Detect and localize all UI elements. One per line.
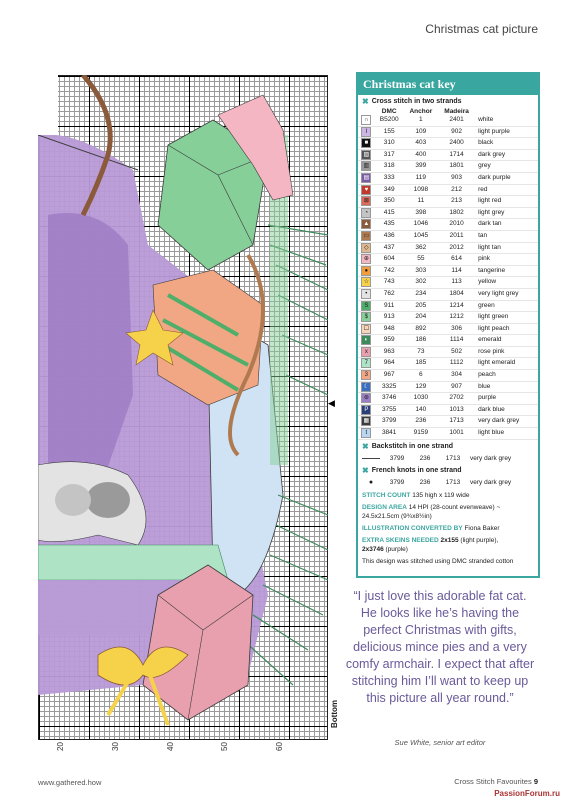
madeira-code: 113 (438, 277, 475, 289)
dmc-code: 317 (375, 149, 404, 161)
key-row (358, 428, 538, 440)
editor-quote: “I just love this adorable fat cat. He looks like he’s having the perfect Christmas with gifts, delicious mince pies and a very comfy armchair. I expect that after stitching him I’ll want to keep up this picture all year round.” (345, 589, 535, 705)
thread-name: purple (475, 393, 538, 405)
thread-name: very light grey (475, 288, 538, 300)
dmc-code: 3755 (375, 404, 404, 416)
thread-name: pink (475, 254, 538, 266)
key-row (358, 381, 538, 393)
madeira-code: 114 (438, 265, 475, 277)
anchor-code: 1046 (404, 219, 438, 231)
stitching-note: This design was stitched using DMC stranded cotton (362, 557, 514, 565)
key-row (358, 161, 538, 173)
anchor-code: 403 (404, 138, 438, 150)
anchor-code: 119 (404, 172, 438, 184)
dmc-code: 604 (375, 254, 404, 266)
dmc-code: 155 (375, 126, 404, 138)
madeira-code: 903 (438, 172, 475, 184)
stitch-count: STITCH COUNT 135 high x 119 wide (362, 491, 470, 499)
symbol-swatch: ☾ (358, 381, 375, 393)
symbol-swatch: ◇ (358, 242, 375, 254)
dmc-code: 959 (375, 335, 404, 347)
madeira-code: 2702 (438, 393, 475, 405)
backstitch-row (358, 453, 538, 464)
anchor-code: 185 (404, 358, 438, 370)
thread-name: light grey (475, 207, 538, 219)
dmc-code: 913 (375, 312, 404, 324)
dmc-code: 350 (375, 196, 404, 208)
dmc-code: 310 (375, 138, 404, 150)
thread-name: light green (475, 312, 538, 324)
symbol-swatch: x (358, 346, 375, 358)
dmc-code: 762 (375, 288, 404, 300)
key-row (358, 230, 538, 242)
thread-name: white (475, 115, 538, 126)
madeira-code: 2012 (438, 242, 475, 254)
anchor-code: 6 (404, 370, 438, 382)
section-label: Cross stitch in two strands (371, 98, 462, 105)
dmc-code: 3841 (375, 428, 404, 440)
symbol-swatch: ■ (358, 138, 375, 150)
symbol-swatch: ● (358, 265, 375, 277)
dmc-code: 743 (375, 277, 404, 289)
madeira-code: 306 (438, 323, 475, 335)
thread-name: tan (475, 230, 538, 242)
madeira-code: 1801 (438, 161, 475, 173)
key-row (358, 416, 538, 428)
dmc-code: 3746 (375, 393, 404, 405)
axis-number: 40 (165, 742, 175, 751)
key-row (358, 393, 538, 405)
thread-name: light purple (475, 126, 538, 138)
dmc-code: 964 (375, 358, 404, 370)
dmc-code: 3799 (375, 416, 404, 428)
dmc-code: 963 (375, 346, 404, 358)
anchor-code: 73 (404, 346, 438, 358)
dmc-code: 318 (375, 161, 404, 173)
key-row (358, 323, 538, 335)
key-row (358, 404, 538, 416)
madeira-code: 2401 (438, 115, 475, 126)
anchor-code: 1045 (404, 230, 438, 242)
key-row (358, 265, 538, 277)
key-row (358, 312, 538, 324)
axis-number: 50 (219, 742, 229, 751)
anchor-code: 205 (404, 300, 438, 312)
key-row (358, 277, 538, 289)
col-madeira: Madeira (444, 108, 469, 115)
dmc-code: 967 (375, 370, 404, 382)
madeira-code: 907 (438, 381, 475, 393)
anchor-code: 140 (404, 404, 438, 416)
design-area: DESIGN AREA 14 HPI (28-count evenweave) ~ 24.5x21.5cm (9¾x8½in) (362, 503, 501, 520)
madeira-code: 1804 (438, 288, 475, 300)
anchor-code: 302 (404, 277, 438, 289)
madeira-code: 1112 (438, 358, 475, 370)
thread-name: rose pink (475, 346, 538, 358)
symbol-swatch: ◔ (358, 207, 375, 219)
key-row (358, 370, 538, 382)
key-row (358, 115, 538, 126)
anchor-code: 11 (404, 196, 438, 208)
anchor-code: 1 (404, 115, 438, 126)
watermark: PassionForum.ru (494, 789, 560, 798)
dmc-code: 742 (375, 265, 404, 277)
french-knot-dot-icon: ● (368, 478, 374, 486)
symbol-swatch: S (358, 300, 375, 312)
cross-icon: ✖ (362, 441, 369, 451)
cross-stitch-section-heading (358, 95, 538, 108)
dmc-code: 3799 (389, 478, 405, 486)
dmc-code: 948 (375, 323, 404, 335)
dmc-code: 349 (375, 184, 404, 196)
col-anchor: Anchor (409, 108, 433, 115)
thread-name: red (475, 184, 538, 196)
symbol-swatch: 3 (358, 370, 375, 382)
anchor-code: 55 (404, 254, 438, 266)
center-arrow: ◀ (328, 398, 335, 408)
thread-name: light peach (475, 323, 538, 335)
key-row (358, 196, 538, 208)
footer-publication (454, 777, 538, 786)
key-row (358, 149, 538, 161)
key-row (358, 219, 538, 231)
cross-icon: ✖ (362, 465, 369, 475)
thread-name: emerald (475, 335, 538, 347)
anchor-code: 204 (404, 312, 438, 324)
madeira-code: 212 (438, 184, 475, 196)
anchor-code: 1098 (404, 184, 438, 196)
madeira-code: 1013 (438, 404, 475, 416)
thread-name: blue (475, 381, 538, 393)
key-row (358, 172, 538, 184)
madeira-code: 1802 (438, 207, 475, 219)
symbol-swatch: ⊠ (358, 196, 375, 208)
dmc-code: 333 (375, 172, 404, 184)
anchor-code: 109 (404, 126, 438, 138)
symbol-swatch: ∩ (358, 115, 375, 126)
symbol-swatch: ▦ (358, 416, 375, 428)
col-dmc: DMC (381, 108, 397, 115)
symbol-swatch: ▤ (358, 172, 375, 184)
symbol-swatch: t (358, 428, 375, 440)
thread-name: peach (475, 370, 538, 382)
backstitch-section-heading (358, 440, 538, 453)
symbol-swatch: I (358, 126, 375, 138)
symbol-swatch: • (358, 288, 375, 300)
madeira-code: 2400 (438, 138, 475, 150)
anchor-code: 9159 (404, 428, 438, 440)
key-row (358, 207, 538, 219)
symbol-swatch: ▲ (358, 219, 375, 231)
thread-name: light red (475, 196, 538, 208)
french-knot-row (358, 477, 538, 488)
symbol-swatch: ▭ (358, 230, 375, 242)
madeira-code: 1713 (438, 416, 475, 428)
symbol-swatch: ⊛ (358, 393, 375, 405)
anchor-code: 186 (404, 335, 438, 347)
chart-artwork (38, 75, 328, 740)
madeira-code: 304 (438, 370, 475, 382)
key-table (358, 108, 538, 440)
section-label: French knots in one strand (371, 466, 462, 474)
key-row (358, 335, 538, 347)
axis-number: 30 (110, 742, 120, 751)
section-label: Backstitch in one strand (371, 442, 453, 450)
thread-name: dark grey (475, 149, 538, 161)
key-row (358, 138, 538, 150)
dmc-code: 415 (375, 207, 404, 219)
anchor-code: 398 (404, 207, 438, 219)
madeira-code: 213 (438, 196, 475, 208)
dmc-code: 436 (375, 230, 404, 242)
key-row (358, 358, 538, 370)
thread-name: very dark grey (475, 416, 538, 428)
madeira-code: 1212 (438, 312, 475, 324)
backstitch-line-icon (362, 458, 380, 459)
anchor-code: 399 (404, 161, 438, 173)
thread-name: very dark grey (470, 454, 512, 462)
dmc-code: 3325 (375, 381, 404, 393)
anchor-code: 892 (404, 323, 438, 335)
madeira-code: 1713 (445, 478, 461, 486)
thread-name: dark tan (475, 219, 538, 231)
key-row (358, 254, 538, 266)
symbol-swatch: ▥ (358, 161, 375, 173)
key-panel (356, 72, 540, 578)
thread-name: tangerine (475, 265, 538, 277)
anchor-code: 236 (419, 454, 431, 462)
axis-number: 60 (274, 742, 284, 751)
symbol-swatch: $ (358, 312, 375, 324)
axis-number: 20 (55, 742, 65, 751)
anchor-code: 236 (404, 416, 438, 428)
madeira-code: 1214 (438, 300, 475, 312)
thread-name: black (475, 138, 538, 150)
extra-skeins: EXTRA SKEINS NEEDED 2x155 (light purple), 2x3746 (purple) (362, 536, 499, 553)
madeira-code: 1001 (438, 428, 475, 440)
french-knot-section-heading (358, 464, 538, 477)
chart-bottom-label: Bottom (330, 700, 339, 728)
symbol-swatch: 7 (358, 358, 375, 370)
thread-name: light tan (475, 242, 538, 254)
key-row (358, 242, 538, 254)
thread-name: light emerald (475, 358, 538, 370)
madeira-code: 1114 (438, 335, 475, 347)
key-row (358, 346, 538, 358)
thread-name: dark blue (475, 404, 538, 416)
symbol-swatch: P (358, 404, 375, 416)
anchor-code: 362 (404, 242, 438, 254)
key-row (358, 300, 538, 312)
key-row (358, 184, 538, 196)
symbol-swatch: ▨ (358, 149, 375, 161)
publication-name: Cross Stitch Favourites (454, 777, 532, 786)
symbol-swatch: ☐ (358, 323, 375, 335)
madeira-code: 2011 (438, 230, 475, 242)
page-number: 9 (533, 777, 538, 786)
thread-name: very dark grey (470, 478, 512, 486)
dmc-code: B5200 (375, 115, 404, 126)
cross-stitch-chart (38, 75, 328, 740)
anchor-code: 234 (404, 288, 438, 300)
anchor-code: 129 (404, 381, 438, 393)
dmc-code: 437 (375, 242, 404, 254)
anchor-code: 303 (404, 265, 438, 277)
dmc-code: 911 (375, 300, 404, 312)
illustration-credit: ILLUSTRATION CONVERTED BY Fiona Baker (362, 524, 500, 532)
cross-icon: ✖ (362, 97, 369, 106)
footer-website[interactable]: www.gathered.how (38, 778, 102, 787)
key-title: Christmas cat key (358, 74, 538, 95)
symbol-swatch: ⊕ (358, 254, 375, 266)
symbol-swatch: ☆ (358, 277, 375, 289)
madeira-code: 502 (438, 346, 475, 358)
thread-name: yellow (475, 277, 538, 289)
thread-name: dark purple (475, 172, 538, 184)
key-row (358, 288, 538, 300)
thread-name: grey (475, 161, 538, 173)
madeira-code: 2010 (438, 219, 475, 231)
madeira-code: 902 (438, 126, 475, 138)
page-title: Christmas cat picture (425, 22, 538, 36)
dmc-code: 3799 (389, 454, 405, 462)
symbol-swatch: ♥ (358, 184, 375, 196)
dmc-code: 435 (375, 219, 404, 231)
thread-name: light blue (475, 428, 538, 440)
madeira-code: 1713 (445, 454, 461, 462)
anchor-code: 236 (419, 478, 431, 486)
anchor-code: 400 (404, 149, 438, 161)
anchor-code: 1030 (404, 393, 438, 405)
madeira-code: 614 (438, 254, 475, 266)
quote-author: Sue White, senior art editor (394, 738, 486, 747)
thread-name: green (475, 300, 538, 312)
madeira-code: 1714 (438, 149, 475, 161)
key-row (358, 126, 538, 138)
symbol-swatch: ◐ (358, 335, 375, 347)
